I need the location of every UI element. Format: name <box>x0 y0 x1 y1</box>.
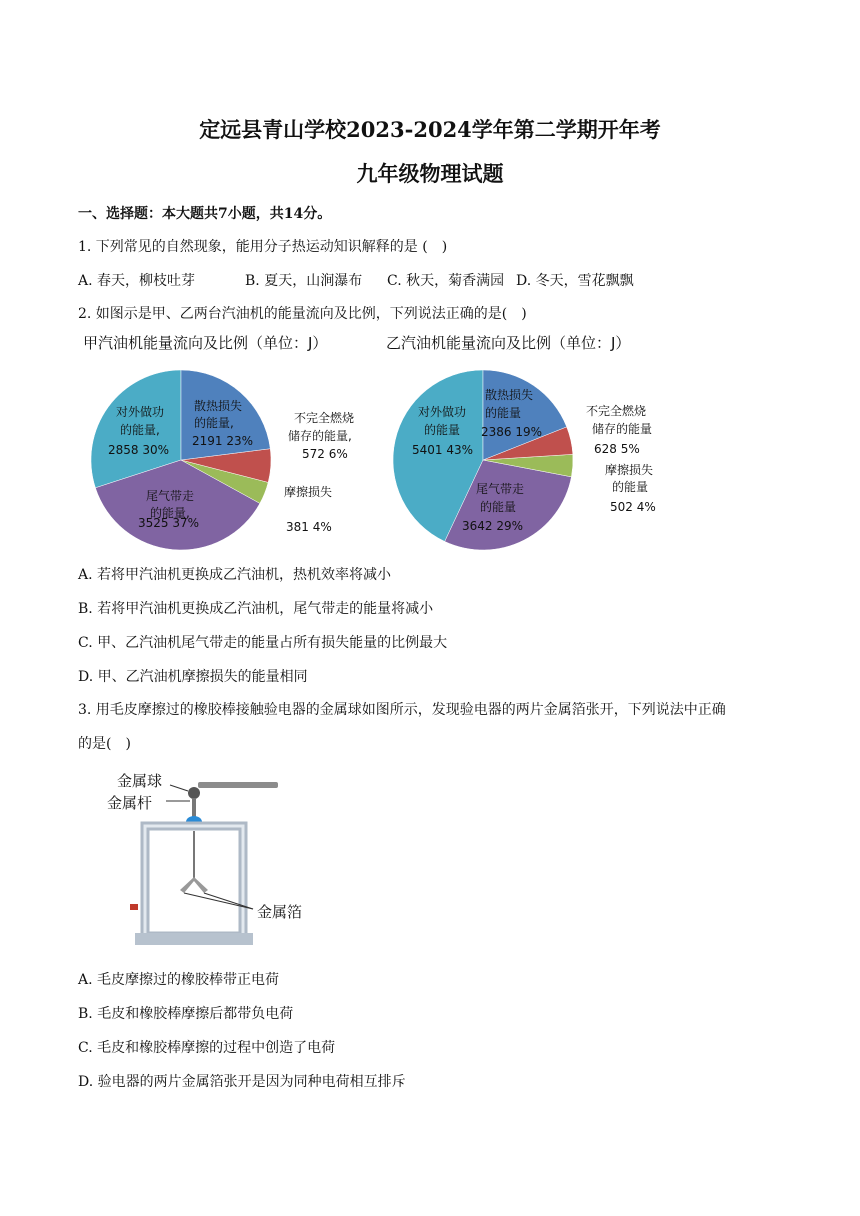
q1-option-d: D. 冬天，雪花飘飘 <box>516 273 634 289</box>
q2-option-b: B. 若将甲汽油机更换成乙汽油机，尾气带走的能量将减小 <box>78 601 434 617</box>
pie2-incomplete-label1: 不完全燃烧 <box>586 404 647 418</box>
pie2-friction-label1: 摩擦损失 <box>605 463 654 477</box>
q3-option-d: D. 验电器的两片金属箔张开是因为同种电荷相互排斥 <box>78 1074 406 1090</box>
label-metal-ball: 金属球 <box>117 772 163 790</box>
pie1-heat-value: 2191 23% <box>192 434 254 448</box>
pie2-heat-label2: 的能量 <box>485 406 522 420</box>
rubber-rod <box>198 782 278 788</box>
q2-option-d: D. 甲、乙汽油机摩擦损失的能量相同 <box>78 669 308 685</box>
pie1-work-label1: 对外做功 <box>116 405 165 419</box>
pie1-heat-label2: 的能量, <box>194 416 234 430</box>
pie2-work-label1: 对外做功 <box>418 405 467 419</box>
label-metal-rod: 金属杆 <box>107 794 153 812</box>
exam-title: 定远县青山学校2023-2024学年第二学期开年考 <box>199 117 661 142</box>
pie1-friction-label1: 摩擦损失 <box>284 485 333 499</box>
electroscope-base <box>135 933 253 945</box>
q2-option-c: C. 甲、乙汽油机尾气带走的能量占所有损失能量的比例最大 <box>78 635 448 651</box>
foil-right <box>194 877 208 893</box>
pie1-title: 甲汽油机能量流向及比例（单位：J） <box>83 334 328 352</box>
q1-option-b: B. 夏天，山涧瀑布 <box>245 273 363 289</box>
q2-option-a: A. 若将甲汽油机更换成乙汽油机，热机效率将减小 <box>78 567 392 583</box>
electroscope-figure <box>100 765 320 955</box>
pie1-incomplete-label1: 不完全燃烧 <box>294 411 355 425</box>
pie2-friction-value: 502 4% <box>610 500 656 514</box>
pie1-incomplete-label2: 储存的能量, <box>288 429 352 443</box>
q1-option-c: C. 秋天，菊香满园 <box>387 273 505 289</box>
energy-pie-charts <box>78 328 678 556</box>
pie1-work-value: 2858 30% <box>108 443 170 457</box>
q3-option-b: B. 毛皮和橡胶棒摩擦后都带负电荷 <box>78 1006 294 1022</box>
section-heading: 一、选择题：本大题共7小题，共14分。 <box>78 206 332 222</box>
q1-option-a: A. 春天，柳枝吐芽 <box>78 273 196 289</box>
pie2-heat-value: 2386 19% <box>481 425 543 439</box>
pie2-incomplete-label2: 储存的能量 <box>592 422 653 436</box>
pie1-work-label2: 的能量, <box>120 423 160 437</box>
pie1-heat-label1: 散热损失 <box>194 399 243 413</box>
pie1-exhaust-label1: 尾气带走 <box>146 489 195 503</box>
pie2-exhaust-label2: 的能量 <box>480 500 517 514</box>
q3-option-a: A. 毛皮摩擦过的橡胶棒带正电荷 <box>78 972 280 988</box>
pie2-title: 乙汽油机能量流向及比例（单位：J） <box>386 334 631 352</box>
pie2-incomplete-value: 628 5% <box>594 442 640 456</box>
foil-left <box>180 877 194 893</box>
pie2-friction-label2: 的能量 <box>612 480 649 494</box>
pie1-exhaust-label2: 的能量, <box>150 506 190 520</box>
q1-stem: 1. 下列常见的自然现象，能用分子热运动知识解释的是 ( ) <box>78 239 448 255</box>
q3-stem-line2: 的是( ) <box>78 736 131 752</box>
pie1-exhaust-value: 3525 37% <box>138 516 200 530</box>
exam-subtitle: 九年级物理试题 <box>356 161 504 186</box>
pie2-work-label2: 的能量 <box>424 423 461 437</box>
pie1-friction-value: 381 4% <box>286 520 332 534</box>
pie2-exhaust-value: 3642 29% <box>462 519 524 533</box>
pie2-exhaust-label1: 尾气带走 <box>476 482 525 496</box>
pie2-work-value: 5401 43% <box>412 443 474 457</box>
q2-stem: 2. 如图示是甲、乙两台汽油机的能量流向及比例，下列说法正确的是( ) <box>78 306 527 322</box>
q3-option-c: C. 毛皮和橡胶棒摩擦的过程中创造了电荷 <box>78 1040 336 1056</box>
side-knob <box>130 904 138 910</box>
metal-ball <box>188 787 200 799</box>
q3-stem-line1: 3. 用毛皮摩擦过的橡胶棒接触验电器的金属球如图所示，发现验电器的两片金属箔张开，下列说法中正确 <box>78 702 726 718</box>
label-metal-foil: 金属箔 <box>257 903 303 921</box>
pie1-incomplete-value: 572 6% <box>302 447 348 461</box>
pie2-heat-label1: 散热损失 <box>485 388 534 402</box>
